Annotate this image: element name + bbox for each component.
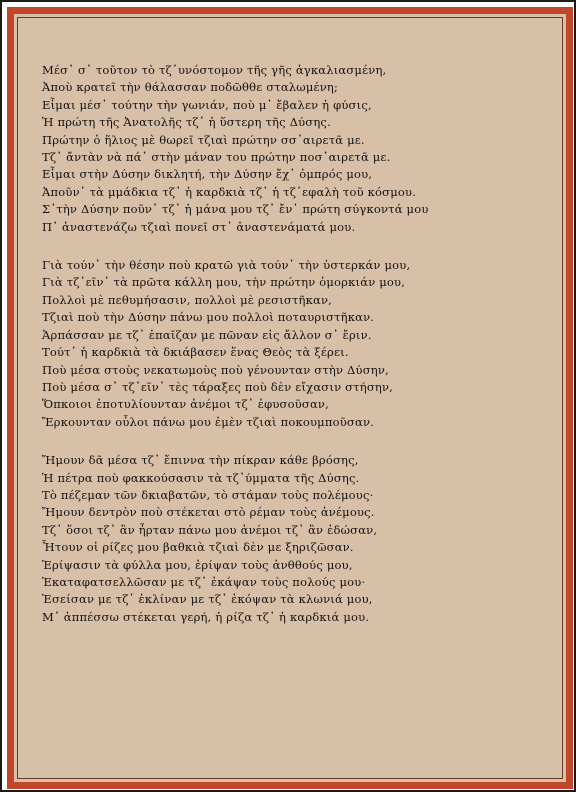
poem-line: Τζιαὶ ποὺ τὴν Δύσην πάνω μου πολλοὶ ποταυριστῆκαν. [42,310,375,325]
poem-line: Σ᾽τὴν Δύσην ποῦν᾽ τζ᾽ ἡ μάνα μου τζ᾽ ἔν᾽ πρώτη σύγκοντά μου [42,202,429,217]
poem-line: Εἶμαι μέσ᾽ τούτην τὴν γωνιάν, ποὺ μ᾽ ἔβαλεν ἡ φύσις, [42,97,372,112]
poem-line: Γιὰ τούν᾽ τὴν θέσην ποὺ κρατῶ γιὰ τούν᾽ τὴν ὑστερκάν μου, [42,258,411,273]
poem-line: Ἔρκουνταν οὗλοι πάνω μου ἐμὲν τζιαὶ ποκουμποῦσαν. [42,414,374,429]
poem-line: Μ᾽ ἀππέσσω στέκεται γερή, ἡ ρίζα τζ᾽ ἡ καρδκιά μου. [42,609,370,624]
poem-line: Ἐκαταφατσελλῶσαν με τζ᾽ ἐκάψαν τοὺς πολούς μου· [42,574,366,589]
poem-line: Ἀποῦν᾽ τὰ μμάδκια τζ᾽ ἡ καρδκιὰ τζ᾽ ἡ τζ᾽εφαλὴ τοῦ κόσμου. [42,184,417,199]
poem-line: Τζ᾽ ἄντὰν νὰ πά᾽ στὴν μάναν του πρώτην ποσ᾽αιρετᾶ με. [42,150,391,165]
poem-line: Ἡ πρώτη τῆς Ἀνατολῆς τζ᾽ ἡ ὕστερη τῆς Δύσης. [42,115,331,130]
poem-line: Ἁρπάσσαν με τζ᾽ ἐπαῖζαν με πῶναν εἰς ἄλλον σ᾽ ἔριν. [42,327,372,342]
poem-line: Γιὰ τζ᾽εῖν᾽ τὰ πρῶτα κάλλη μου, τὴν πρώτην ὀμορκιάν μου, [42,275,406,290]
poem-line: Ἐσείσαν με τζ᾽ ἐκλίναν με τζ᾽ ἐκόψαν τὰ κλωνιά μου, [42,592,373,607]
poem-line: Ἤμουν δεντρὸν ποὺ στέκεται στὸ ρέμαν τοὺς ἀνέμους. [42,505,375,520]
poem-line: Ἐρίψασιν τὰ φύλλα μου, ἐρίψαν τοὺς ἀνθθούς μου, [42,557,353,572]
poem [42,62,552,647]
poem-line: Τούτ᾽ ἡ καρδκιὰ τὰ δκιάβασεν ἕνας Θεὸς τὰ ξέρει. [42,345,349,360]
poem-line: Μέσ᾽ σ᾽ τοῦτον τὸ τζ᾽υνόστομον τῆς γῆς ἀγκαλιασμένη, [42,63,387,77]
stanza-2 [42,257,552,431]
poem-line: Ἦτουν οἱ ρίζες μου βαθκιὰ τζιαὶ δὲν με ξηριζῶσαν. [42,540,354,555]
poem-line: Ἤμουν δᾶ μέσα τζ᾽ ἔπιννα τὴν πίκραν κάθε βρόσης, [42,453,359,468]
poem-line: Εἶμαι στὴν Δύσην δικλητή, τὴν Δύσην ἔχ᾽ ὀμπρός μου, [42,167,373,182]
stanza-3 [42,452,552,626]
poem-line: Ἀποὺ κρατεῖ τὴν θάλασσαν ποδῶθθε σταλωμένη; [42,80,339,95]
poem-line: Ὅπκοιοι ἐποτυλίουνταν ἀνέμοι τζ᾽ ἐφυσοῦσαν, [42,397,329,412]
poem-line: Ποὺ μέσα στοὺς νεκατωμοὺς ποὺ γένουνταν στὴν Δύσην, [42,362,389,377]
poem-line: Ἡ πέτρα ποὺ φακκούσασιν τὰ τζ᾽ύμματα τῆς Δύσης. [42,470,360,485]
poem-line: Πρώτην ὁ ἥλιος μὲ θωρεῖ τζιαὶ πρώτην σσ᾽αιρετᾶ με. [42,132,365,147]
poem-line: Τὸ πέζεμαν τῶν δκιαβατῶν, τὸ στάμαν τοὺς πολέμους· [42,487,374,502]
poem-line: Πολλοὶ μὲ πεθυμήσασιν, πολλοὶ μὲ ρεσιστῆκαν, [42,292,333,307]
poem-line: Ποὺ μέσα σ᾽ τζ᾽εῖν᾽ τὲς τάραξες ποὺ δὲν εἴχασιν στήσην, [42,379,394,394]
poem-line: Τζ᾽ ὅσοι τζ᾽ ἂν ἦρταν πάνω μου ἀνέμοι τζ᾽ ἂν ἐδώσαν, [42,522,378,537]
stanza-1 [42,62,552,236]
poem-line: Π᾽ ἀναστενάζω τζιαὶ πονεῖ στ᾽ ἀναστενάματά μου. [42,219,356,234]
